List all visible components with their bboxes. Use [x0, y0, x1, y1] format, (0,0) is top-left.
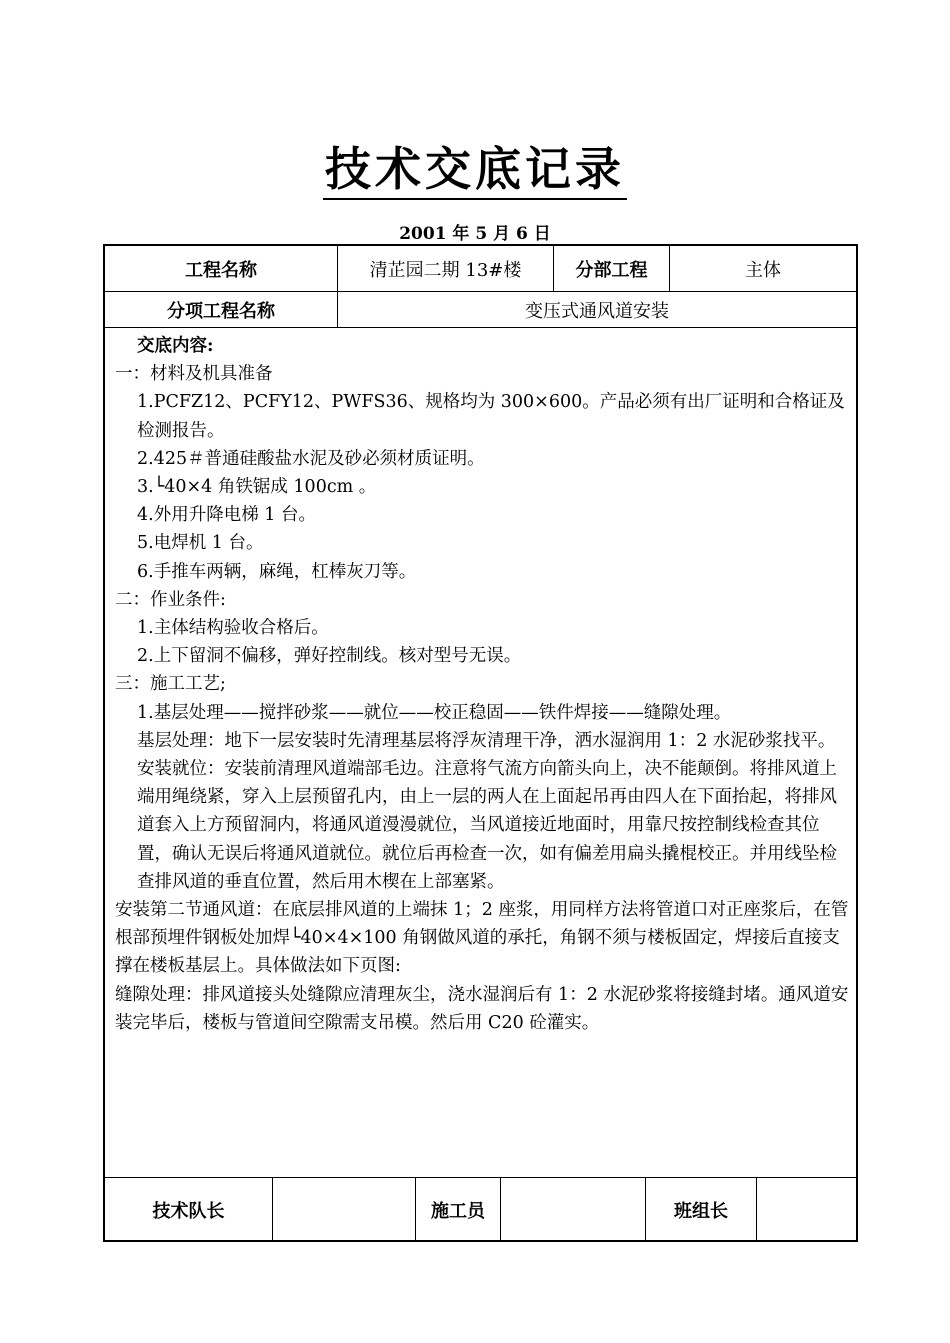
content-line: 2.上下留洞不偏移，弹好控制线。核对型号无误。: [137, 646, 522, 667]
division-label: 分部工程: [575, 259, 648, 281]
content-line: 三：施工工艺;: [115, 674, 226, 695]
content-line: 一：材料及机具准备: [115, 364, 273, 385]
team-leader-label: 班组长: [674, 1201, 728, 1222]
content-line: 安装就位：安装前清理风道端部毛边。注意将气流方向箭头向上，决不能颠倒。将排风道上端用绳绕紧，穿入上层预留孔内，由上一层的两人在上面起吊再由四人在下面抬起，将排风道套入上方预留洞内，将通风道漫漫就位，当风道接近地面时，用靠尺按控制线检查其位置，确认无误后将通风道就位。就位后再检查一次，如有偏差用扁头撬棍校正。并用线坠检查排风道的垂直位置，然后用木楔在上部塞紧。: [137, 759, 837, 892]
content-line: 缝隙处理：排风道接头处缝隙应清理灰尘，浇水湿润后有 1：2 水泥砂浆将接缝封堵。通风道安装完毕后，楼板与管道间空隙需支吊模。然后用 C20 砼灌实。: [115, 984, 849, 1033]
tech-leader-signature[interactable]: [273, 1178, 415, 1242]
briefing-content: [115, 332, 850, 1037]
content-line: 1.主体结构验收合格后。: [137, 618, 329, 639]
content-line: 2.425＃普通硅酸盐水泥及砂必须材质证明。: [137, 448, 485, 469]
constructor-label: 施工员: [431, 1201, 485, 1222]
document-date: 2001 年 5 月 6 日: [399, 224, 551, 244]
content-line: 3.└40×4 角铁锯成 100cm 。: [137, 477, 377, 498]
document-title-text: 技术交底记录: [323, 142, 627, 200]
project-name-label: 工程名称: [185, 259, 257, 281]
content-line: 4.外用升降电梯 1 台。: [137, 505, 316, 526]
subitem-label: 分项工程名称: [167, 300, 275, 322]
document-title: [0, 142, 950, 196]
content-heading: 交底内容:: [137, 336, 214, 356]
content-line: 1.基层处理——搅拌砂浆——就位——校正稳固——铁件焊接——缝隙处理。: [137, 702, 732, 723]
tech-leader-label: 技术队长: [152, 1201, 225, 1222]
team-leader-signature[interactable]: [757, 1178, 856, 1242]
row-divider: [105, 327, 856, 328]
content-line: 二：作业条件:: [115, 589, 226, 610]
content-line: 5.电焊机 1 台。: [137, 533, 264, 554]
subitem-value: 变压式通风道安装: [525, 300, 669, 322]
constructor-signature[interactable]: [501, 1178, 645, 1242]
project-name-value: 清芷园二期 13#楼: [369, 259, 522, 281]
record-table: [103, 244, 858, 1242]
content-line: 6.手推车两辆，麻绳，杠棒灰刀等。: [137, 561, 417, 582]
content-line: 1.PCFZ12、PCFY12、PWFS36、规格均为 300×600。产品必须有出厂证明和合格证及检测报告。: [137, 392, 845, 441]
content-line: 基层处理：地下一层安装时先清理基层将浮灰清理干净，洒水湿润用 1：2 水泥砂浆找平。: [137, 730, 836, 751]
division-value: 主体: [745, 259, 781, 281]
content-line: 安装第二节通风道：在底层排风道的上端抹 1；2 座浆，用同样方法将管道口对正座浆后，在管根部预埋件钢板处加焊└40×4×100 角钢做风道的承托，角钢不须与楼板固定，焊接后直接支撑在楼板基层上。具体做法如下页图:: [115, 900, 849, 977]
